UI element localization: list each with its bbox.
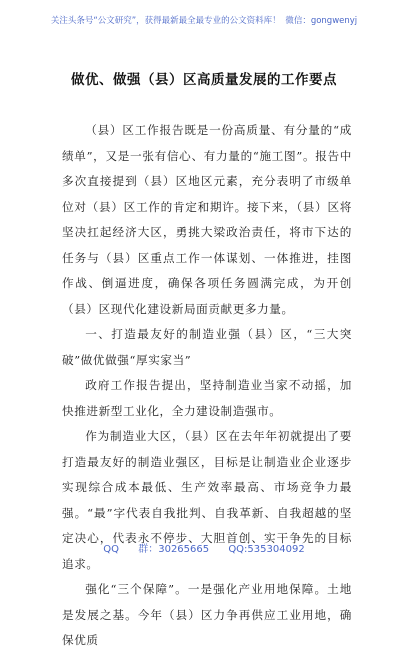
document-title: 做优、做强（县）区高质量发展的工作要点 xyxy=(71,72,337,88)
page-footer xyxy=(0,540,408,555)
page-header xyxy=(0,14,408,26)
paragraph: （县）区工作报告既是一份高质量、有分量的“成绩单”，又是一张有信心、有力量的“施工图”。报告中多次直接提到（县）区地区元素，充分表明了市级单位对（县）区工作的肯定和期许。接下来，（县）区将坚决扛起经济大区，勇挑大梁政治责任，将市下达的任务与（县）区重点工作一体谋划、一体推进，挂图作战、倒逼进度，确保各项任务圆满完成，为开创（县）区现代化建设新局面贡献更多力量。 xyxy=(62,123,352,316)
paragraph: 政府工作报告提出，坚持制造业当家不动摇，加快推进新型工业化，全力建设制造强市。 xyxy=(62,378,352,418)
document-body xyxy=(62,118,352,654)
paragraph: 作为制造业大区，（县）区在去年年初就提出了要打造最友好的制造业强区，目标是让制造业企业逐步实现综合成本最低、生产效率最高、市场竞争力最强。“最”字代表自我批判、自我革新、自我超越的坚定决心，代表永不停步、大胆首创、实干争先的目标追求。 xyxy=(62,429,352,571)
section-heading: 一、打造最友好的制造业强（县）区，“三大突破”做优做强“厚实家当” xyxy=(62,327,352,367)
header-promo-text: 关注头条号“公文研究”，获得最新最全最专业的公文资料库！ xyxy=(50,16,281,26)
footer-qq: QQ:535304092 xyxy=(228,544,305,555)
header-wechat-text: 微信：gongwenyj xyxy=(285,16,358,26)
footer-qq-group: QQ 群：30265665 xyxy=(103,544,210,555)
paragraph: 强化“三个保障”。一是强化产业用地保障。土地是发展之基。今年（县）区力争再供应工业用地，确保优质 xyxy=(62,582,352,647)
